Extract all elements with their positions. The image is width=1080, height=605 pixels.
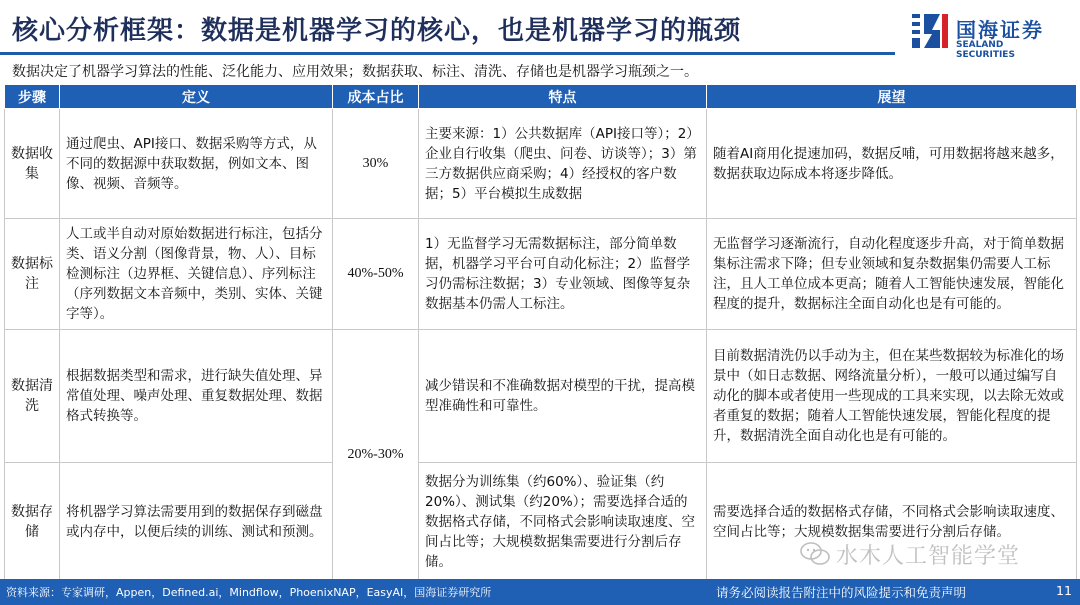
table-row (5, 219, 1077, 330)
logo-name-en: SEALAND SECURITIES (956, 40, 1015, 60)
features-cell: 主要来源：1）公共数据库（API接口等）；2）企业自行收集（爬虫、问卷、访谈等）；3）第三方数据供应商采购；4）经授权的客户数据；5）平台模拟生成数据 (419, 109, 707, 219)
page-number: 11 (1056, 583, 1072, 598)
brand-logo (910, 10, 1060, 60)
outlook-cell: 目前数据清洗仍以手动为主，但在某些数据较为标准化的场景中（如日志数据、网络流量分析），一般可以通过编写自动化的脚本或者使用一些现成的工具来实现，以去除无效或者重复的数据；随着人工智能快速发展，智能化程度的提升，数据清洗全面自动化也是有可能的。 (707, 330, 1077, 463)
features-cell: 1）无监督学习无需数据标注，部分简单数据，机器学习平台可自动化标注；2）监督学习仍需标注数据；3）专业领域、图像等复杂数据基本仍需人工标注。 (419, 219, 707, 330)
table-row (5, 330, 1077, 463)
wechat-watermark (800, 536, 1020, 572)
definition-cell: 根据数据类型和需求，进行缺失值处理、异常值处理、噪声处理、重复数据处理、数据格式转换等。 (60, 330, 333, 463)
col-header-outlook: 展望 (707, 85, 1077, 109)
definition-cell: 人工或半自动对原始数据进行标注，包括分类、语义分割（图像背景，物、人）、目标检测标注（边界框、关键信息）、序列标注（序列数据文本音频中，类别、实体、关键字等）。 (60, 219, 333, 330)
sealand-logo-icon (910, 10, 950, 52)
page-title: 核心分析框架：数据是机器学习的核心，也是机器学习的瓶颈 (12, 16, 742, 46)
data-pipeline-table (4, 84, 1077, 581)
cost-cell: 30% (333, 109, 419, 219)
col-header-features: 特点 (419, 85, 707, 109)
wechat-icon (800, 541, 830, 567)
definition-cell: 通过爬虫、API接口、数据采购等方式，从不同的数据源中获取数据，例如文本、图像、视频、音频等。 (60, 109, 333, 219)
col-header-cost: 成本占比 (333, 85, 419, 109)
outlook-cell: 随着AI商用化提速加码，数据反哺，可用数据将越来越多，数据获取边际成本将逐步降低。 (707, 109, 1077, 219)
step-cell: 数据存储 (5, 463, 60, 581)
step-cell: 数据标注 (5, 219, 60, 330)
definition-cell: 将机器学习算法需要用到的数据保存到磁盘或内存中，以便后续的训练、测试和预测。 (60, 463, 333, 581)
features-cell: 数据分为训练集（约60%）、验证集（约20%）、测试集（约20%）；需要选择合适的数据格式存储，不同格式会影响读取速度、空间占比等；大规模数据集需要进行分割后存储。 (419, 463, 707, 581)
disclaimer-note: 请务必阅读报告附注中的风险提示和免责声明 (716, 585, 967, 600)
col-header-definition: 定义 (60, 85, 333, 109)
outlook-cell: 无监督学习逐渐流行，自动化程度逐步升高，对于简单数据集标注需求下降；但专业领域和复杂数据集仍需要人工标注，且人工单位成本更高；随着人工智能快速发展，智能化程度的提升，数据标注全面自动化也是有可能的。 (707, 219, 1077, 330)
header-divider (0, 52, 895, 55)
step-cell: 数据收集 (5, 109, 60, 219)
table-row (5, 109, 1077, 219)
outlook-cell: 需要选择合适的数据格式存储，不同格式会影响读取速度、空间占比等；大规模数据集需要进行分割后存储。 (707, 463, 1077, 581)
col-header-step: 步骤 (5, 85, 60, 109)
footer-bar (0, 579, 1080, 605)
logo-name-cn: 国海证券 (956, 18, 1044, 42)
page-subtitle: 数据决定了机器学习算法的性能、泛化能力、应用效果；数据获取、标注、清洗、存储也是机器学习瓶颈之一。 (12, 64, 698, 80)
cost-cell: 40%-50% (333, 219, 419, 330)
watermark-text: 水木人工智能学堂 (836, 543, 1021, 569)
step-cell: 数据清洗 (5, 330, 60, 463)
cost-cell: 20%-30% (333, 330, 419, 581)
source-note: 资料来源：专家调研，Appen，Defined.ai，Mindflow，PhoenixNAP，EasyAI，国海证券研究所 (6, 586, 492, 599)
features-cell: 减少错误和不准确数据对模型的干扰，提高模型准确性和可靠性。 (419, 330, 707, 463)
table-header-row (5, 85, 1077, 109)
